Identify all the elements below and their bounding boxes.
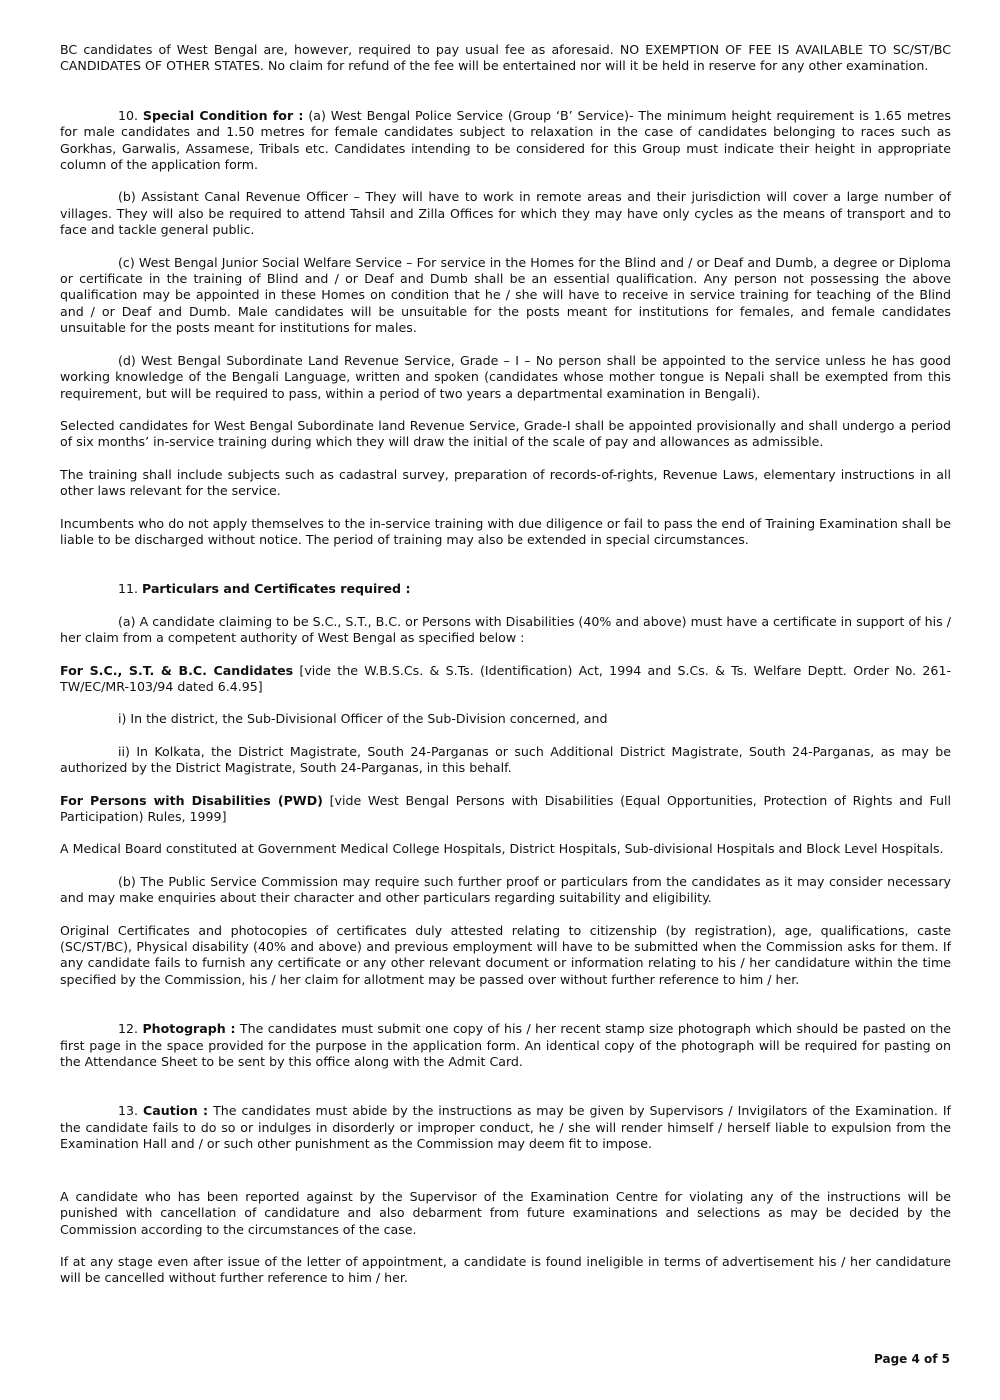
sc-st-bc-heading: For S.C., S.T. & B.C. Candidates [60,662,294,678]
section-13-text: The candidates must abide by the instructions as may be given by Supervisors / Invigilators of the Examination. If the candidate fails to do so or indulges in disorderly or improper conduct, he / she will render himself / herself liable to expulsion from the Examination Hall and / or such other punishment as the Commission may deem fit to impose. [60,1103,951,1152]
section-13-reported-candidate: A candidate who has been reported against by the Supervisor of the Examination Centre for violating any of the instructions will be punished with cancellation of candidature and also debarment from future examinations and selections as may be decided by the Commission according to the circumstances of the case. [60,1188,951,1237]
section-10-paragraph-b: (b) Assistant Canal Revenue Officer – They will have to work in remote areas and their jurisdiction will cover a large number of villages. They will also be required to attend Tahsil and Zilla Offices for which they may have only cycles as the means of transport and to face and tackle general public. [60,189,951,238]
section-10-paragraph-c: (c) West Bengal Junior Social Welfare Service – For service in the Homes for the Blind and / or Deaf and Dumb, a degree or Diploma or certificate in the training of Blind and / or Deaf and Dumb shall be an essential qualification. Any person not possessing the above qualification may be appointed in these Homes on condition that he / she will have to receive in service training for teaching of the Blind and / or Deaf and Dumb. Male candidates will be unsuitable for the posts meant for institutions for females, and female candidates unsuitable for the posts meant for institutions for males. [60,254,951,336]
pwd-heading: For Persons with Disabilities (PWD) [60,792,323,808]
section-11-paragraph-b: (b) The Public Service Commission may require such further proof or particulars from the candidates as it may consider necessary and may make enquiries about their character and other particulars regarding suitability and eligibility. [60,873,951,906]
section-11-sc-st-bc [60,663,951,696]
section-10-heading: Special Condition for : [142,107,304,123]
section-11-item-ii: ii) In Kolkata, the District Magistrate, South 24-Parganas or such Additional District Magistrate, South 24-Parganas, as may be authorized by the District Magistrate, South 24-Parganas, in this behalf. [60,743,951,776]
section-11-paragraph-a: (a) A candidate claiming to be S.C., S.T., B.C. or Persons with Disabilities (40% and above) must have a certificate in support of his / her claim from a competent authority of West Bengal as specified below : [60,613,951,646]
section-11-pwd [60,793,951,826]
sc-st-bc-text: [vide the W.B.S.Cs. & S.Ts. (Identification) Act, 1994 and S.Cs. & Ts. Welfare Deptt. Order No. 261-TW/EC/MR-103/94 dated 6.4.95] [60,662,951,694]
document-page [60,42,951,1287]
section-11-original-certificates: Original Certificates and photocopies of certificates duly attested relating to citizenship (by registration), age, qualifications, caste (SC/ST/BC), Physical disability (40% and above) and previous employment will have to be submitted when the Commission asks for them. If any candidate fails to furnish any certificate or any other relevant document or information relating to his / her candidature within the time specified by the Commission, his / her claim for allotment may be passed over without further reference to him / her. [60,922,951,987]
section-10-incumbents: Incumbents who do not apply themselves to the in-service training with due diligence or fail to pass the end of Training Examination shall be liable to be discharged without notice. The period of training may also be extended in special circumstances. [60,515,951,547]
section-13-number: 13. [118,1103,144,1119]
section-11-heading: Particulars and Certificates required : [142,581,411,597]
section-11-number: 11. [118,581,143,597]
section-10-selected-candidates: Selected candidates for West Bengal Subordinate land Revenue Service, Grade-I shall be appointed provisionally and shall undergo a period of six months’ in-service training during which they will draw the initial of the scale of pay and allowances as admissible. [60,417,951,450]
section-11-title [60,581,951,597]
section-11-medical-board: A Medical Board constituted at Government Medical College Hospitals, District Hospitals, Sub-divisional Hospitals and Block Level Hospitals. [60,841,944,857]
page-number: Page 4 of 5 [874,1352,950,1366]
section-13-ineligible-candidate: If at any stage even after issue of the letter of appointment, a candidate is found ineligible in terms of advertisement his / her candidature will be cancelled without further reference to him / her. [60,1253,951,1286]
section-13-paragraph [60,1103,951,1152]
section-10-a-text: (a) West Bengal Police Service (Group ‘B’ Service)- The minimum height requirement is 1.65 metres for male candidates and 1.50 metres for female candidates subject to relaxation in the case of candidates belonging to races such as Gorkhas, Garwalis, Assamese, Tribals etc. Candidates intending to be considered for this Group must indicate their height in appropriate column of the application form. [60,107,951,173]
section-12-text: The candidates must submit one copy of his / her recent stamp size photograph which should be pasted on the first page in the space provided for the purpose in the application form. An identical copy of the photograph will be required for pasting on the Attendance Sheet to be sent by this office along with the Admit Card. [60,1021,951,1070]
section-10-training: The training shall include subjects such as cadastral survey, preparation of records-of-rights, Revenue Laws, elementary instructions in all other laws relevant for the service. [60,466,951,499]
section-12-heading: Photograph : [142,1021,236,1037]
section-12-paragraph [60,1021,951,1070]
intro-paragraph: BC candidates of West Bengal are, however, required to pay usual fee as aforesaid. NO EXEMPTION OF FEE IS AVAILABLE TO SC/ST/BC CANDIDATES OF OTHER STATES. No claim for refund of the fee will be entertained nor will it be held in reserve for any other examination. [60,42,951,74]
pwd-text: [vide West Bengal Persons with Disabilities (Equal Opportunities, Protection of Rights and Full Participation) Rules, 1999] [60,792,951,824]
section-10-paragraph-a [60,108,951,174]
section-10-paragraph-d: (d) West Bengal Subordinate Land Revenue Service, Grade – I – No person shall be appointed to the service unless he has good working knowledge of the Bengali Language, written and spoken (candidates whose mother tongue is Nepali shall be exempted from this requirement, but will be required to pass, within a period of two years a departmental examination in Bengali). [60,352,951,401]
section-10-number: 10. [118,107,143,123]
section-12-number: 12. [118,1021,143,1037]
section-13-heading: Caution : [143,1103,209,1119]
section-11-item-i: i) In the district, the Sub-Divisional Officer of the Sub-Division concerned, and [118,711,608,727]
